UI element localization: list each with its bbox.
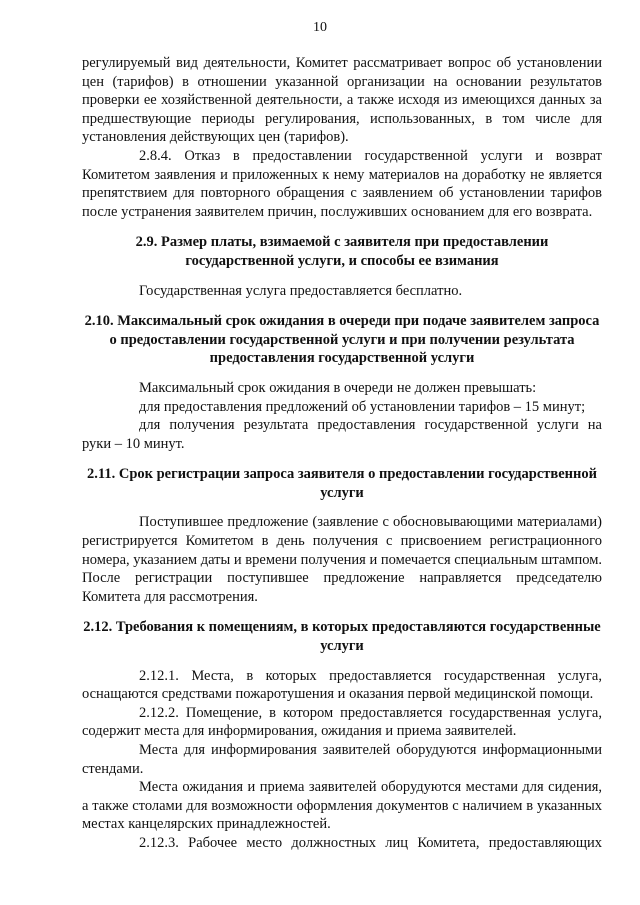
document-body bbox=[82, 54, 602, 853]
section-heading-2-11: 2.11. Срок регистрации запроса заявителя о предоставлении государственной услуги bbox=[87, 466, 597, 501]
paragraph: для получения результата предоставления государственной услуги на руки – 10 минут. bbox=[82, 417, 602, 452]
paragraph: Поступившее предложение (заявление с обосновывающими материалами) регистрируется Комитетом в день получения с присвоением регистрационного номера, указанием даты и времени получения и помечается специальным штампом. После регистрации поступившее предложение направляется председателю Комитета для рассмотрения. bbox=[82, 514, 602, 605]
paragraph: 2.8.4. Отказ в предоставлении государственной услуги и возврат Комитетом заявления и приложенных к нему материалов на доработку не является препятствием для повторного обращения с заявлением об установлении тарифов после устранения заявителем причин, послуживших основанием для его возврата. bbox=[82, 147, 602, 220]
paragraph: Государственная услуга предоставляется бесплатно. bbox=[139, 282, 463, 299]
paragraph: 2.12.1. Места, в которых предоставляется государственная услуга, оснащаются средствами пожаротушения и оказания первой медицинской помощи. bbox=[82, 667, 602, 703]
paragraph: Места для информирования заявителей оборудуются информационными стендами. bbox=[82, 742, 602, 777]
paragraph: для предоставления предложений об установлении тарифов – 15 минут; bbox=[139, 398, 586, 415]
page-number: 10 bbox=[313, 20, 327, 35]
section-heading-2-9: 2.9. Размер платы, взимаемой с заявителя при предоставлении государственной услуги, и способы ее взимания bbox=[135, 234, 549, 269]
section-heading-2-12: 2.12. Требования к помещениям, в которых предоставляются государственные услуги bbox=[83, 619, 601, 655]
paragraph: Максимальный срок ожидания в очереди не должен превышать: bbox=[139, 379, 537, 396]
paragraph: 2.12.2. Помещение, в котором предоставляется государственная услуга, содержит места для информирования, ожидания и приема заявителей. bbox=[82, 704, 602, 740]
paragraph: регулируемый вид деятельности, Комитет рассматривает вопрос об установлении цен (тарифов) в отношении указанной организации на основании результатов проверки ее хозяйственной деятельности, а также исходя из имеющихся данных за предшествующие периоды регулирования, использованных, в том числе для установления действующих цен (тарифов). bbox=[82, 55, 602, 146]
paragraph: Места ожидания и приема заявителей оборудуются местами для сидения, а также столами для возможности оформления документов с наличием в указанных местах канцелярских принадлежностей. bbox=[82, 779, 602, 833]
paragraph: 2.12.3. Рабочее место должностных лиц Комитета, предоставляющих bbox=[139, 834, 602, 851]
section-heading-2-10: 2.10. Максимальный срок ожидания в очереди при подаче заявителем запроса о предоставлении государственной услуги и при получении результата предоставления государственной услуги bbox=[84, 313, 600, 367]
